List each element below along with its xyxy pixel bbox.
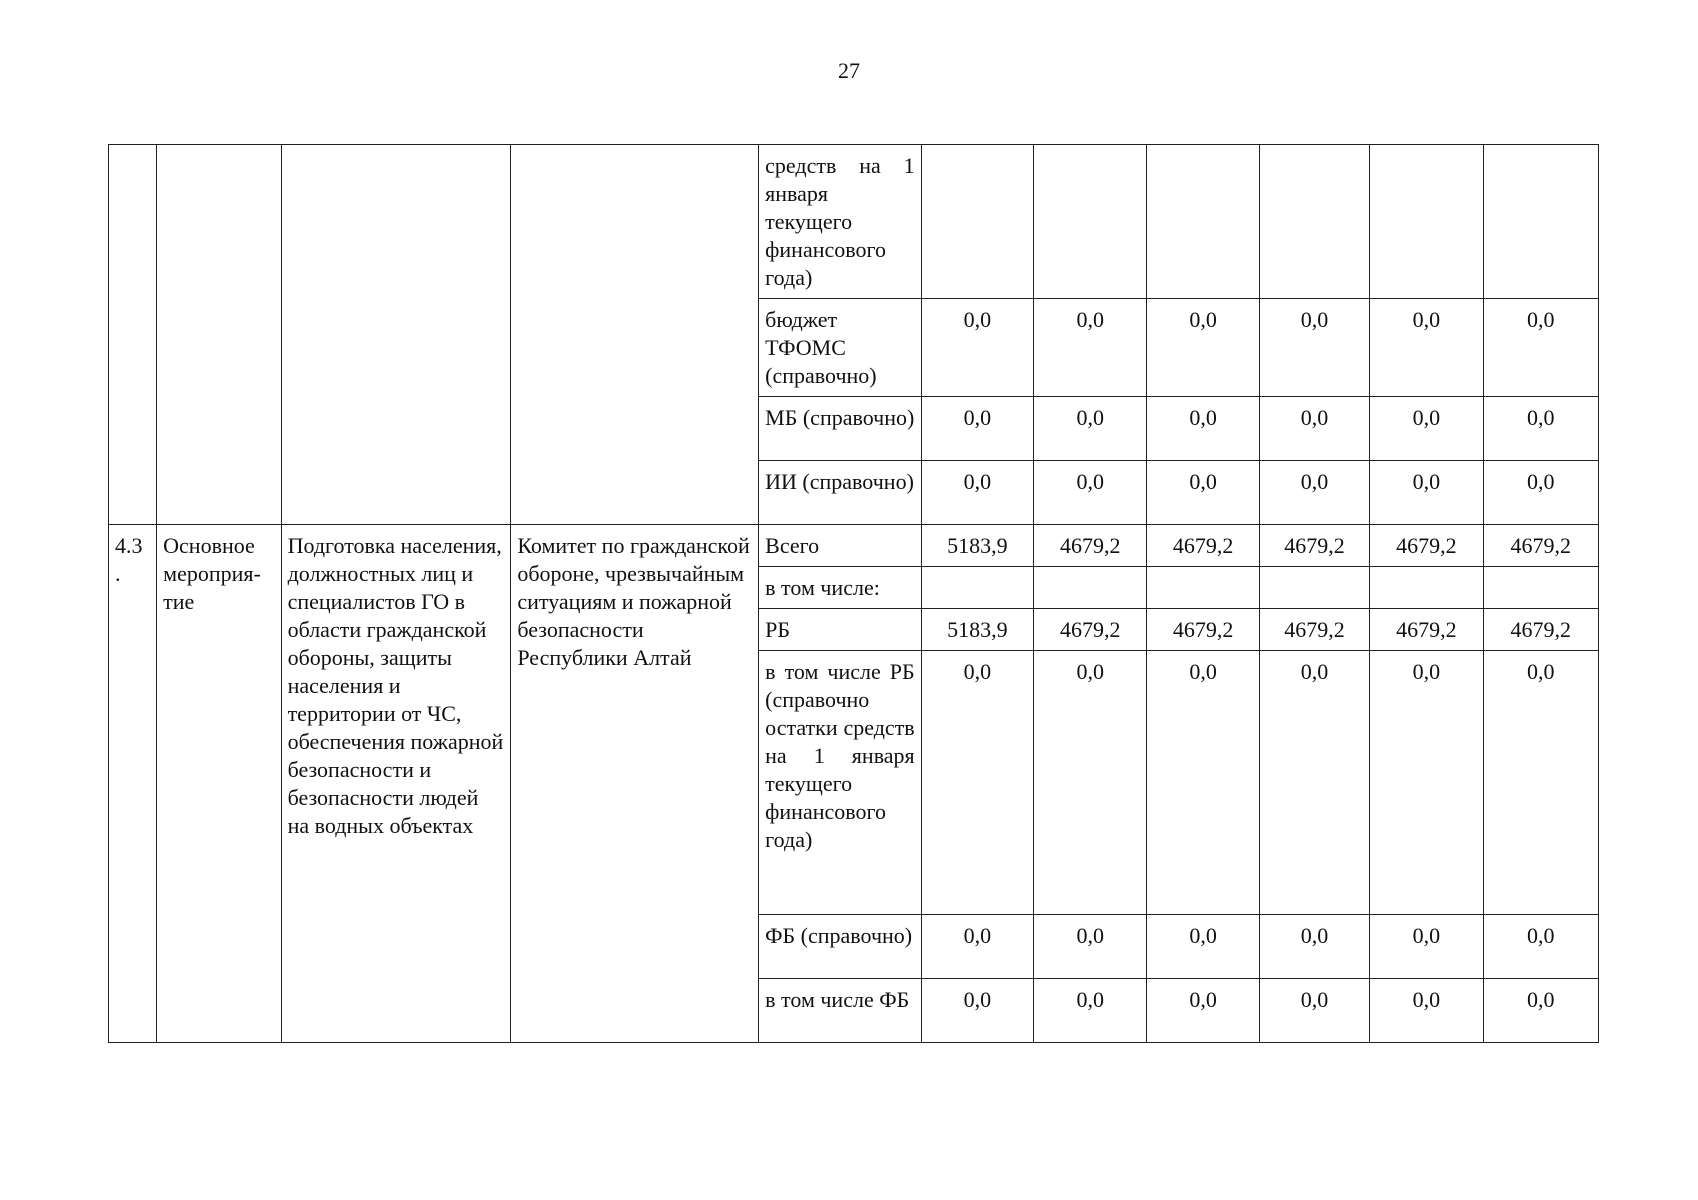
value-cell: 0,0 xyxy=(1483,915,1598,979)
value-cell xyxy=(1147,145,1259,299)
number-cell-empty xyxy=(109,145,157,525)
value-cell: 4679,2 xyxy=(1147,525,1259,567)
value-cell xyxy=(1034,567,1147,609)
value-cell: 0,0 xyxy=(1147,299,1259,397)
funding-source-cell: Всего xyxy=(759,525,922,567)
funding-source-cell: в том числе: xyxy=(759,567,922,609)
activity-name: Подготовка населения, должностных лиц и специалистов ГО в области гражданской обороны, защиты населения и территории от ЧС, обеспечения пожарной безопасности и безопасности людей на водных объектах xyxy=(281,525,511,1043)
activity-number: 4.3 . xyxy=(109,525,157,1043)
value-cell: 0,0 xyxy=(1483,651,1598,915)
value-cell: 0,0 xyxy=(1147,651,1259,915)
value-cell: 0,0 xyxy=(921,461,1033,525)
value-cell: 0,0 xyxy=(1147,461,1259,525)
value-cell: 0,0 xyxy=(1259,299,1369,397)
value-cell: 0,0 xyxy=(1370,397,1483,461)
value-cell: 4679,2 xyxy=(1370,525,1483,567)
funding-source-cell: в том числе РБ (справочно остатки средств на 1 января текущего финансового года) xyxy=(759,651,922,915)
value-cell: 0,0 xyxy=(1147,915,1259,979)
page-number: 27 xyxy=(838,58,860,83)
funding-source-cell: РБ xyxy=(759,609,922,651)
value-cell: 0,0 xyxy=(1259,397,1369,461)
value-cell xyxy=(1483,567,1598,609)
activity-executor: Комитет по гражданской обороне, чрезвычайным ситуациям и пожарной безопасности Республики Алтай xyxy=(511,525,759,1043)
value-cell: 0,0 xyxy=(1483,979,1598,1043)
value-cell: 0,0 xyxy=(1034,461,1147,525)
value-cell: 0,0 xyxy=(1259,651,1369,915)
type-cell-empty xyxy=(157,145,281,525)
value-cell: 0,0 xyxy=(1370,461,1483,525)
funding-source-cell: бюджет ТФОМС (справочно) xyxy=(759,299,922,397)
value-cell: 0,0 xyxy=(1370,651,1483,915)
value-cell: 0,0 xyxy=(1483,299,1598,397)
value-cell: 4679,2 xyxy=(1259,525,1369,567)
value-cell: 0,0 xyxy=(1259,915,1369,979)
value-cell xyxy=(1370,567,1483,609)
value-cell: 4679,2 xyxy=(1034,609,1147,651)
value-cell: 4679,2 xyxy=(1259,609,1369,651)
value-cell: 0,0 xyxy=(921,915,1033,979)
value-cell: 0,0 xyxy=(1259,979,1369,1043)
value-cell: 5183,9 xyxy=(921,525,1033,567)
value-cell: 5183,9 xyxy=(921,609,1033,651)
value-cell: 0,0 xyxy=(1034,651,1147,915)
value-cell xyxy=(921,145,1033,299)
value-cell xyxy=(1259,567,1369,609)
name-cell-empty xyxy=(281,145,511,525)
value-cell: 0,0 xyxy=(1034,397,1147,461)
value-cell: 0,0 xyxy=(921,397,1033,461)
funding-source-cell: в том числе ФБ xyxy=(759,979,922,1043)
value-cell: 0,0 xyxy=(1483,461,1598,525)
value-cell: 0,0 xyxy=(1034,915,1147,979)
value-cell: 4679,2 xyxy=(1147,609,1259,651)
value-cell: 0,0 xyxy=(1034,299,1147,397)
table-row xyxy=(109,525,1599,567)
value-cell: 0,0 xyxy=(1370,979,1483,1043)
value-cell xyxy=(1259,145,1369,299)
value-cell: 0,0 xyxy=(1259,461,1369,525)
value-cell: 0,0 xyxy=(921,651,1033,915)
funding-source-cell: МБ (справочно) xyxy=(759,397,922,461)
funding-source-cell: средств на 1 января текущего финансового года) xyxy=(759,145,922,299)
value-cell: 0,0 xyxy=(1034,979,1147,1043)
value-cell: 0,0 xyxy=(1147,397,1259,461)
value-cell: 4679,2 xyxy=(1483,525,1598,567)
value-cell: 0,0 xyxy=(1370,299,1483,397)
value-cell: 0,0 xyxy=(1483,397,1598,461)
funding-table xyxy=(108,144,1599,1043)
value-cell: 0,0 xyxy=(1370,915,1483,979)
value-cell: 0,0 xyxy=(921,979,1033,1043)
value-cell: 4679,2 xyxy=(1483,609,1598,651)
funding-source-cell: ФБ (справочно) xyxy=(759,915,922,979)
value-cell: 0,0 xyxy=(1147,979,1259,1043)
value-cell xyxy=(1483,145,1598,299)
executor-cell-empty xyxy=(511,145,759,525)
funding-source-cell: ИИ (справочно) xyxy=(759,461,922,525)
activity-type: Основное мероприя-тие xyxy=(157,525,281,1043)
value-cell xyxy=(1034,145,1147,299)
value-cell xyxy=(1147,567,1259,609)
value-cell: 4679,2 xyxy=(1034,525,1147,567)
value-cell xyxy=(1370,145,1483,299)
value-cell: 4679,2 xyxy=(1370,609,1483,651)
value-cell xyxy=(921,567,1033,609)
value-cell: 0,0 xyxy=(921,299,1033,397)
table-row xyxy=(109,145,1599,299)
